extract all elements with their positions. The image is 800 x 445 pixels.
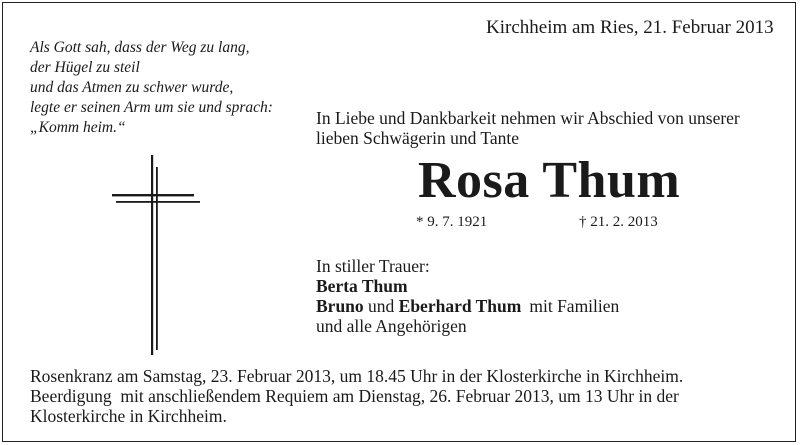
mourners-block — [316, 256, 619, 336]
mourner-name: Eberhard Thum — [398, 296, 522, 316]
service-details — [30, 366, 683, 426]
footer-line: Beerdigung mit anschließendem Requiem am Dienstag, 26. Februar 2013, um 13 Uhr in der — [30, 386, 679, 406]
intro-line: In Liebe und Dankbarkeit nehmen wir Abschied von unserer — [316, 108, 740, 128]
poem-line: legte er seinen Arm um sie und sprach: — [30, 99, 273, 116]
death-date: † 21. 2. 2013 — [579, 214, 658, 230]
poem — [30, 38, 273, 138]
mourner-name: Bruno — [316, 296, 364, 316]
intro-text — [316, 108, 740, 148]
mourners-heading: In stiller Trauer: — [316, 256, 430, 276]
mourners-closing: und alle Angehörigen — [316, 316, 467, 336]
poem-line: Als Gott sah, dass der Weg zu lang, — [30, 39, 250, 56]
mourner-suffix: mit Familien — [529, 296, 620, 316]
cross-icon — [110, 155, 205, 355]
footer-line: Klosterkirche in Kirchheim. — [30, 406, 227, 426]
mourner-line — [316, 296, 619, 316]
place-date: Kirchheim am Ries, 21. Februar 2013 — [486, 17, 774, 38]
birth-date: * 9. 7. 1921 — [416, 214, 488, 230]
mourner-connector: und — [368, 296, 395, 316]
poem-line: und das Atmen zu schwer wurde, — [30, 79, 234, 96]
footer-line: Rosenkranz am Samstag, 23. Februar 2013, um 18.45 Uhr in der Klosterkirche in Kirchheim. — [30, 366, 684, 386]
mourner-name: Berta Thum — [316, 276, 408, 296]
poem-line: der Hügel zu steil — [30, 59, 140, 76]
poem-line: „Komm heim.“ — [30, 119, 126, 136]
intro-line: lieben Schwägerin und Tante — [316, 128, 520, 148]
deceased-name: Rosa Thum — [418, 152, 681, 209]
